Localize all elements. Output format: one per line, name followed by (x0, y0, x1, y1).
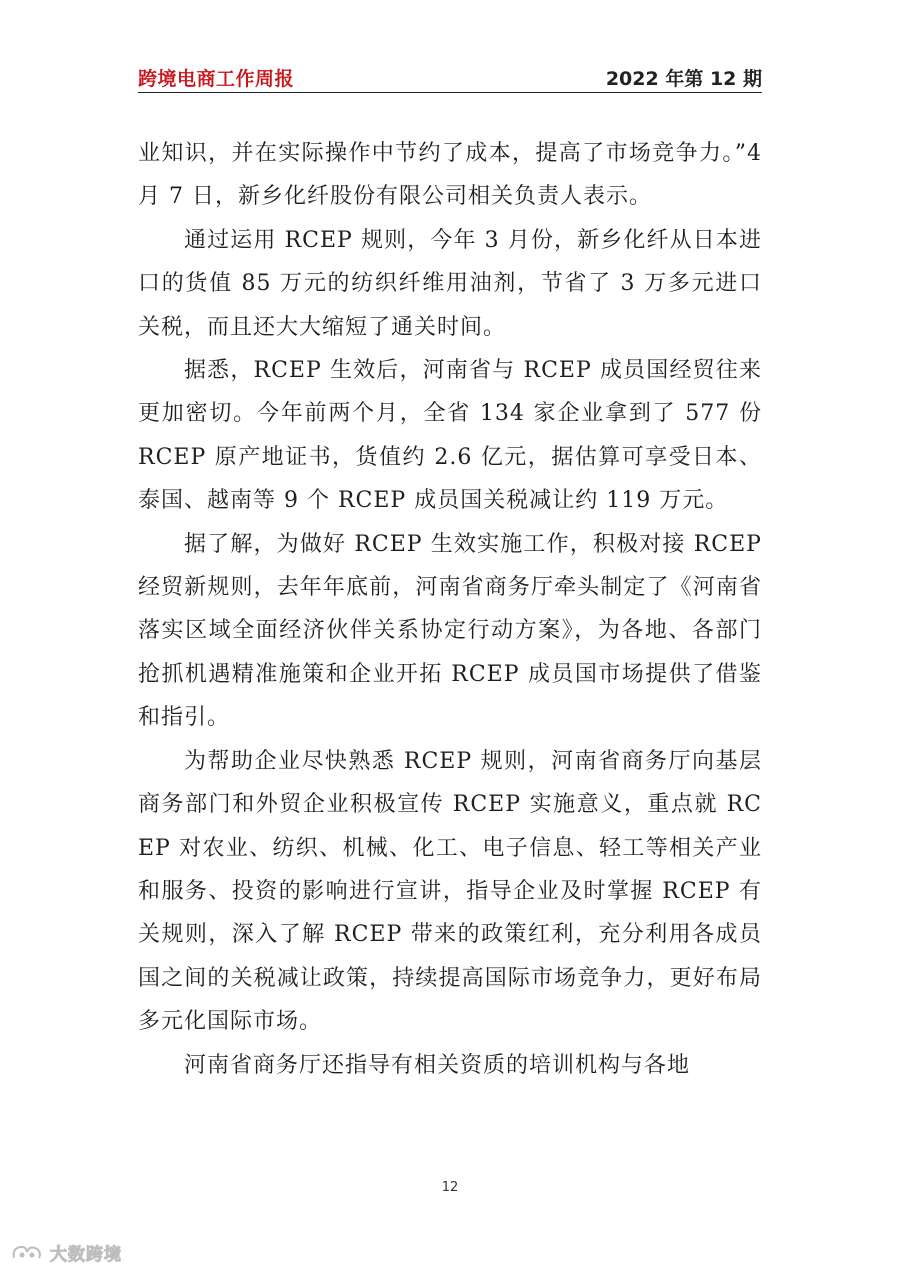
watermark (10, 1240, 122, 1265)
watermark-text: 大数跨境 (50, 1245, 122, 1265)
page-number: 12 (441, 1180, 459, 1195)
page-header (138, 58, 762, 93)
paragraph: 据悉，RCEP 生效后，河南省与 RCEP 成员国经贸往来更加密切。今年前两个月，全省 134 家企业拿到了 577 份 RCEP 原产地证书，货值约 2.6 亿元，据估算可享受日本、泰国、越南等 9 个 RCEP 成员国关税减让约 119 万元。 (138, 358, 762, 514)
issue-number: 2022 年第 12 期 (605, 68, 762, 90)
publication-title: 跨境电商工作周报 (138, 68, 295, 90)
paragraph: 据了解，为做好 RCEP 生效实施工作，积极对接 RCEP 经贸新规则，去年年底前，河南省商务厅牵头制定了《河南省落实区域全面经济伙伴关系协定行动方案》，为各地、各部门抢抓机遇精准施策和企业开拓 RCEP 成员国市场提供了借鉴和指引。 (138, 531, 762, 731)
paragraph-continued: 业知识，并在实际操作中节约了成本，提高了市场竞争力。”4 月 7 日，新乡化纤股份有限公司相关负责人表示。 (138, 141, 762, 210)
article-body (138, 132, 762, 1087)
paragraph: 通过运用 RCEP 规则，今年 3 月份，新乡化纤从日本进口的货值 85 万元的纺织纤维用油剂，节省了 3 万多元进口关税，而且还大大缩短了通关时间。 (138, 227, 762, 340)
paragraph: 河南省商务厅还指导有相关资质的培训机构与各地 (184, 1052, 691, 1078)
paragraph: 为帮助企业尽快熟悉 RCEP 规则，河南省商务厅向基层商务部门和外贸企业积极宣传 RCEP 实施意义，重点就 RCEP 对农业、纺织、机械、化工、电子信息、轻工等相关产业和服务、投资的影响进行宣讲，指导企业及时掌握 RCEP 有关规则，深入了解 RCEP 带来的政策红利，充分利用各成员国之间的关税减让政策，持续提高国际市场竞争力，更好布局多元化国际市场。 (138, 748, 762, 1035)
watermark-logo-icon (10, 1243, 44, 1263)
